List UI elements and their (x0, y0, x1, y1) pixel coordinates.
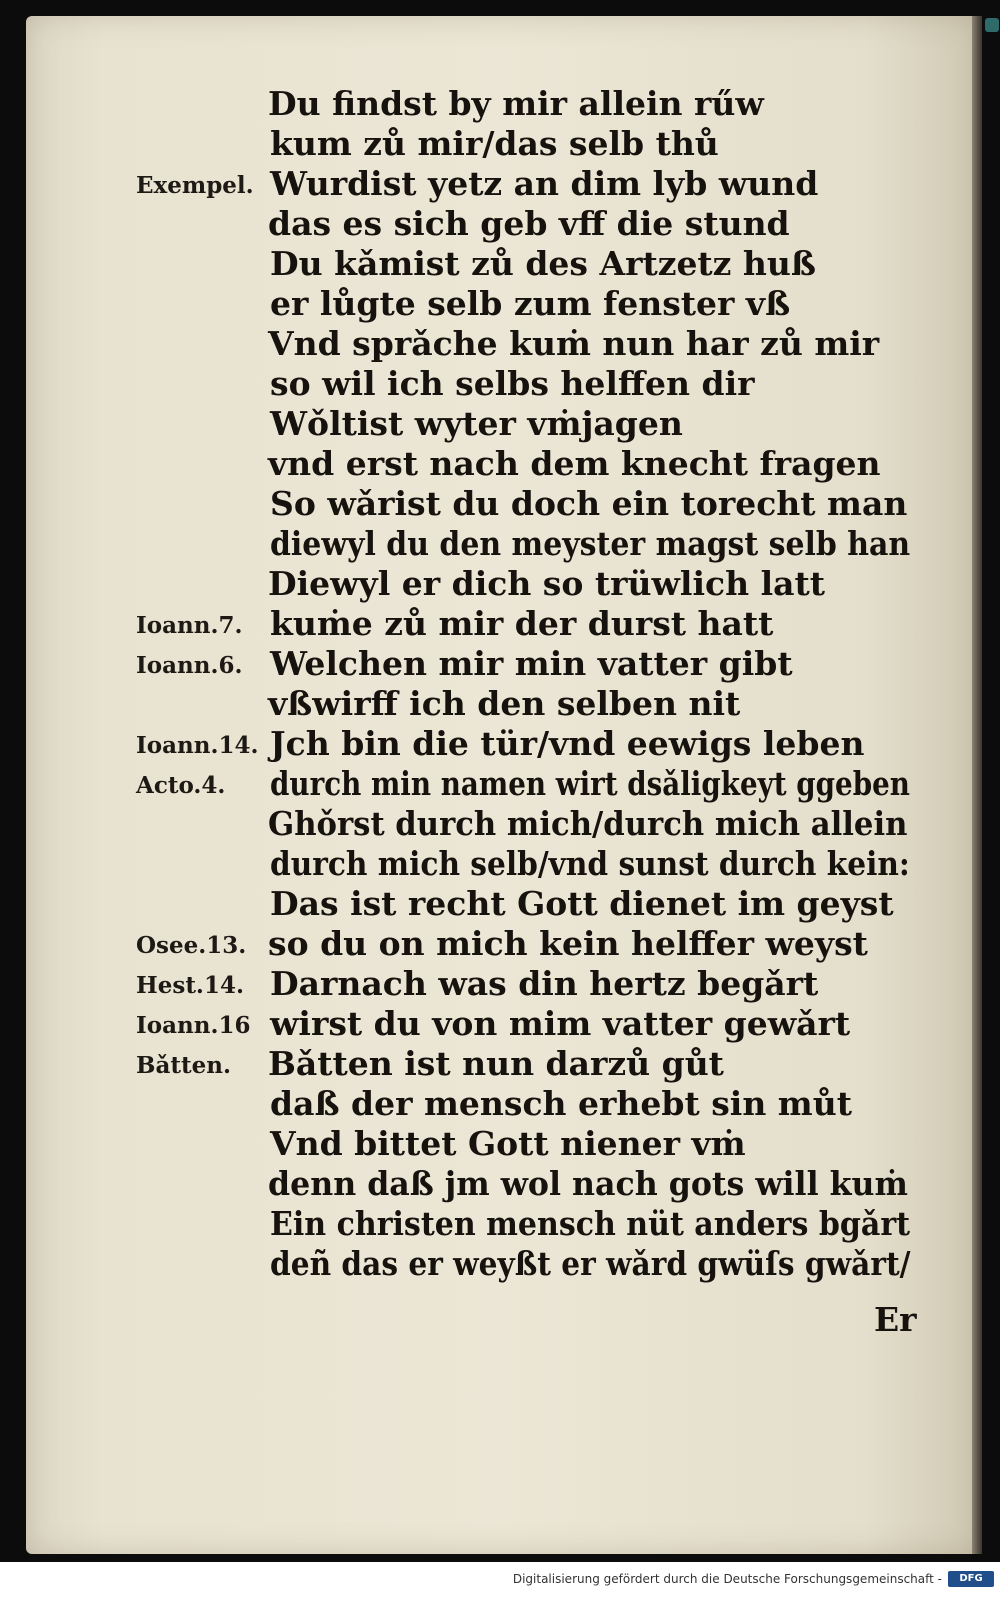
margin-note: Exempel. (136, 172, 254, 199)
catchword: Er (874, 1300, 917, 1339)
text-line: Welchen mir min vatter gibt (270, 644, 793, 683)
text-line: So wǎrist du doch ein torecht man (270, 484, 908, 523)
dfg-logo: DFG (948, 1571, 994, 1587)
text-line: Darnach was din hertz begǎrt (270, 964, 819, 1003)
margin-note: Osee.13. (136, 932, 247, 959)
footer-bar (0, 1562, 1000, 1599)
text-line: Vnd sprǎche kuṁ nun har zů mir (268, 324, 880, 363)
margin-note: Ioann.16 (136, 1012, 251, 1039)
text-line: Du findst by mir allein rűw (268, 84, 764, 123)
margin-note: Ioann.7. (136, 612, 243, 639)
footer-credit: Digitalisierung gefördert durch die Deutsche Forschungsgemeinschaft - (512, 1572, 942, 1586)
text-line: Ein christen mensch nüt anders bgǎrt (270, 1204, 911, 1243)
text-line: kuṁe zů mir der durst hatt (270, 604, 774, 643)
text-line: er lůgte selb zum fenster vß (270, 284, 791, 323)
text-line: denn daß jm wol nach gots will kuṁ (268, 1164, 908, 1203)
text-line: Ghǒrst durch mich/durch mich allein (268, 804, 908, 843)
text-line: durch min namen wirt dsǎligkeyt ggeben (270, 764, 910, 803)
text-line: Wǒltist wyter vṁjagen (270, 404, 683, 443)
text-line: Du kǎmist zů des Artzetz huß (270, 244, 816, 283)
text-line: daß der mensch erhebt sin můt (270, 1084, 852, 1123)
text-line: Jch bin die tür/vnd eewigs leben (270, 724, 865, 763)
text-line: Vnd bittet Gott niener vṁ (270, 1124, 746, 1163)
margin-note: Bǎtten. (136, 1052, 231, 1079)
text-line: wirst du von mim vatter gewǎrt (270, 1004, 851, 1043)
text-line: so wil ich selbs helffen dir (270, 364, 755, 403)
text-line: vßwirff ich den selben nit (268, 684, 741, 723)
text-line: Bǎtten ist nun darzů gůt (268, 1044, 724, 1083)
book-page (26, 16, 980, 1554)
text-line: durch mich selb/vnd sunst durch kein: (270, 844, 910, 883)
margin-note: Hest.14. (136, 972, 244, 999)
text-line: kum zů mir/das selb thů (270, 124, 719, 163)
text-line: vnd erst nach dem knecht fragen (268, 444, 881, 483)
margin-note: Ioann.6. (136, 652, 243, 679)
text-line: deñ das er weyßt er wǎrd gwüſs gwǎrt/ (270, 1244, 911, 1283)
margin-note: Ioann.14. (136, 732, 259, 759)
book-spine-edge (972, 16, 982, 1554)
margin-note: Acto.4. (136, 772, 226, 799)
color-target-mark (985, 18, 999, 32)
text-line: Das ist recht Gott dienet im geyst (270, 884, 894, 923)
text-line: Wurdist yetz an dim lyb wund (270, 164, 819, 203)
text-line: das es sich geb vff die stund (268, 204, 790, 243)
text-line: diewyl du den meyster magst selb han (270, 524, 911, 563)
text-line: Diewyl er dich so trüwlich latt (268, 564, 825, 603)
text-line: so du on mich kein helffer weyst (268, 924, 868, 963)
